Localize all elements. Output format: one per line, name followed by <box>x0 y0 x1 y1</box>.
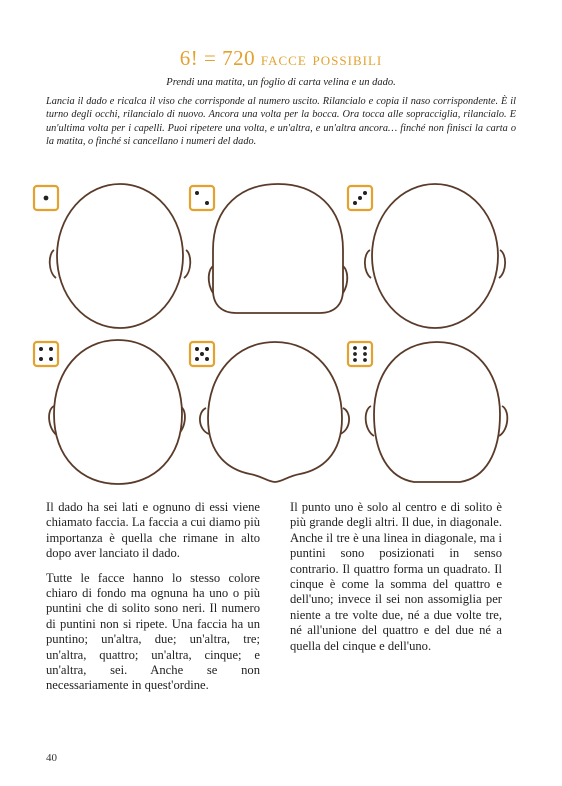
faces-illustration <box>30 178 530 518</box>
title-formula: 6! = 720 <box>179 46 256 70</box>
body-column-right <box>290 500 502 663</box>
body-paragraph: Il dado ha sei lati e ognuno di essi viene chiamato faccia. La faccia a cui diamo più importanza è quella che rimane in alto dopo aver lanciato il dado. <box>46 500 260 561</box>
title-text: facce possibili <box>260 49 383 70</box>
die-2 <box>190 186 214 210</box>
die-4 <box>34 342 58 366</box>
face-4 <box>49 340 185 484</box>
intro-paragraph: Lancia il dado e ricalca il viso che corrisponde al numero uscito. Rilancialo e copia il naso corrispondente. È il turno degli occhi, rilancialo di nuovo. Ancora una volta per la bocca. Ora tocca alle sopracciglia, rilancialo. E un'ultima volta per i capelli. Puoi ripetere una volta, e un'altra, e un'altra ancora… finché non finisci la carta o la matita, o finché si cancellano i numeri del dado. <box>46 96 516 147</box>
body-paragraph: Tutte le facce hanno lo stesso colore chiaro di fondo ma ognuna ha uno o più puntini che di solito sono neri. Il numero di puntini non si ripete. Una faccia ha un puntino; un'altra, due; un'altra, tre; un'altra, quattro; un'altra, cinque; e un'altra, sei. Anche se non necessariamente in quest'ordine. <box>46 570 260 693</box>
subtitle: Prendi una matita, un foglio di carta velina e un dado. <box>166 77 396 88</box>
face-2 <box>209 184 348 313</box>
face-3 <box>365 184 505 328</box>
page-number: 40 <box>46 752 57 764</box>
page-title <box>0 46 562 71</box>
face-6 <box>366 342 508 482</box>
body-paragraph: Il punto uno è solo al centro e di solito è più grande degli altri. Il due, in diagonale. Anche il tre è una linea in diagonale, ma i puntini sono posizionati in senso contrario. Il quattro forma un quadrato. Il cinque è come la somma del quattro e dell'uno; invece il sei non assomiglia per niente a tre volte due, né a due volte tre, né all'unione del quattro e del due né a quella del cinque e dell'uno. <box>290 500 502 653</box>
face-5 <box>200 342 349 482</box>
body-column-left <box>46 500 260 703</box>
face-1 <box>50 184 191 328</box>
die-6 <box>348 342 372 366</box>
